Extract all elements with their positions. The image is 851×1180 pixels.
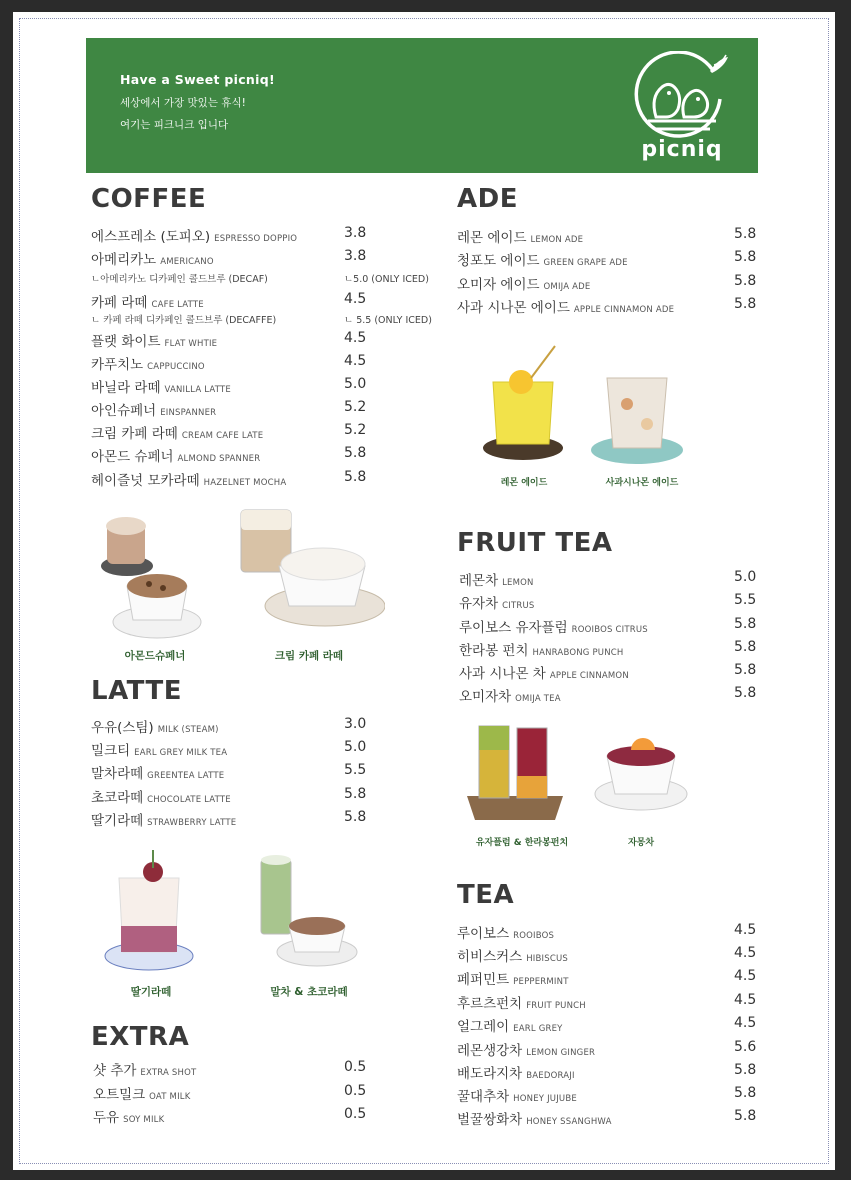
menu-item-price: 5.0 bbox=[344, 739, 367, 755]
menu-item-name-en: HAZELNET MOCHA bbox=[203, 478, 287, 488]
menu-item bbox=[91, 716, 384, 736]
menu-item-name bbox=[91, 445, 260, 465]
menu-item-name-en: STRAWBERRY LATTE bbox=[147, 818, 237, 828]
menu-item-name bbox=[457, 945, 568, 965]
menu-item-name-en: EINSPANNER bbox=[160, 408, 217, 418]
ade-title: ADE bbox=[457, 184, 518, 214]
menu-item-name-en: LEMON GINGER bbox=[526, 1048, 596, 1058]
menu-item-name-en: ROOIBOS bbox=[513, 931, 555, 941]
slogan-en: Have a Sweet picniq! bbox=[120, 72, 275, 87]
menu-item-name-en: LEMON ADE bbox=[530, 235, 584, 245]
menu-item-name-en: EARL GREY MILK TEA bbox=[134, 748, 228, 758]
menu-item-name bbox=[91, 376, 231, 396]
menu-item-price: 4.5 bbox=[734, 992, 757, 1008]
menu-item-name bbox=[459, 592, 534, 612]
menu-item-name-en: MILK (STEAM) bbox=[157, 725, 219, 735]
menu-item-price: 4.5 bbox=[344, 353, 367, 369]
menu-item-name bbox=[93, 1106, 164, 1126]
menu-item-name bbox=[91, 291, 204, 311]
menu-item-price: 5.8 bbox=[734, 662, 757, 678]
menu-item bbox=[91, 353, 384, 373]
decaf-americano-price: ㄴ5.0 (ONLY ICED) bbox=[344, 274, 429, 285]
birds-logo-icon bbox=[632, 51, 732, 141]
menu-item-price: 5.0 bbox=[344, 376, 367, 392]
menu-item bbox=[91, 469, 384, 489]
menu-item-price: 5.8 bbox=[734, 273, 757, 289]
menu-item bbox=[457, 1085, 774, 1105]
menu-item-price: 4.5 bbox=[344, 291, 367, 307]
menu-item-name bbox=[459, 662, 629, 682]
menu-item-name-en: ROOIBOS CITRUS bbox=[571, 625, 648, 635]
menu-item bbox=[457, 226, 774, 246]
coffee-title: COFFEE bbox=[91, 184, 207, 214]
menu-item-name-ko: 샷 추가 bbox=[93, 1063, 137, 1079]
menu-item-price: 5.8 bbox=[734, 1085, 757, 1101]
menu-item bbox=[91, 399, 384, 419]
menu-item-name bbox=[459, 569, 534, 589]
menu-item-name bbox=[459, 616, 648, 636]
menu-item-name bbox=[91, 399, 216, 419]
menu-item-name-ko: 오미자 에이드 bbox=[457, 277, 540, 293]
menu-item bbox=[91, 786, 384, 806]
menu-item-name bbox=[457, 249, 628, 269]
menu-item-price: 5.0 bbox=[734, 569, 757, 585]
menu-item-name-en: CITRUS bbox=[502, 601, 535, 611]
caption-citrus-plum-hanrabong: 유자플럼 & 한라봉펀치 bbox=[475, 838, 569, 848]
menu-item bbox=[91, 225, 384, 245]
menu-item-name-ko: 사과 시나몬 에이드 bbox=[457, 300, 570, 316]
menu-item-name bbox=[91, 809, 236, 829]
menu-item-name-en: PEPPERMINT bbox=[513, 977, 569, 987]
menu-item-name-ko: 오미자차 bbox=[459, 689, 512, 705]
menu-item bbox=[93, 1106, 384, 1126]
menu-item-name-en: AMERICANO bbox=[160, 257, 214, 267]
menu-item-name-ko: 아메리카노 bbox=[91, 252, 157, 268]
menu-item-name-en: OMIJA TEA bbox=[515, 694, 561, 704]
menu-item-name-ko: 크림 카페 라떼 bbox=[91, 426, 178, 442]
menu-item-price: 5.5 bbox=[344, 762, 367, 778]
menu-item-name-en: APPLE CINNAMON ADE bbox=[573, 305, 675, 315]
menu-item-name bbox=[457, 992, 586, 1012]
menu-item-name-ko: 바닐라 라떼 bbox=[91, 380, 161, 396]
menu-item bbox=[91, 445, 384, 465]
menu-item-name bbox=[91, 739, 227, 759]
menu-item bbox=[457, 922, 774, 942]
menu-item bbox=[91, 248, 384, 268]
menu-item-name bbox=[93, 1059, 196, 1079]
menu-item-name-ko: 얼그레이 bbox=[457, 1019, 510, 1035]
menu-item-name-ko: 유자차 bbox=[459, 596, 499, 612]
menu-item-name-ko: 사과 시나몬 차 bbox=[459, 666, 546, 682]
menu-item-name bbox=[91, 353, 205, 373]
menu-item-name-en: ALMOND SPANNER bbox=[177, 454, 261, 464]
menu-item-name-ko: 헤이즐넛 모카라떼 bbox=[91, 473, 200, 489]
menu-page bbox=[13, 12, 835, 1170]
menu-item bbox=[457, 249, 774, 269]
menu-item-price: 3.8 bbox=[344, 225, 367, 241]
menu-item-name-ko: 딸기라떼 bbox=[91, 813, 144, 829]
header-banner bbox=[86, 38, 758, 173]
menu-item-name-en: OMIJA ADE bbox=[543, 282, 591, 292]
menu-item-name bbox=[91, 248, 214, 268]
menu-item-name bbox=[91, 716, 219, 736]
menu-item-name-en: HONEY SSANGHWA bbox=[526, 1117, 612, 1127]
menu-item bbox=[91, 762, 384, 782]
menu-item bbox=[91, 376, 384, 396]
menu-item-name bbox=[457, 226, 583, 246]
menu-item-name-ko: 밀크티 bbox=[91, 743, 131, 759]
menu-item-name-ko: 페퍼민트 bbox=[457, 972, 510, 988]
menu-item bbox=[459, 662, 774, 682]
menu-item bbox=[457, 1015, 774, 1035]
menu-item-price: 0.5 bbox=[344, 1059, 367, 1075]
menu-item-name-en: HIBISCUS bbox=[526, 954, 569, 964]
menu-item-name-ko: 카페 라떼 bbox=[91, 295, 148, 311]
menu-item-price: 5.5 bbox=[734, 592, 757, 608]
menu-item bbox=[459, 592, 774, 612]
menu-item-name-ko: 꿀대추차 bbox=[457, 1089, 510, 1105]
menu-item-price: 0.5 bbox=[344, 1083, 367, 1099]
menu-item-price: 5.6 bbox=[734, 1039, 757, 1055]
grapefruit-tea-photo bbox=[591, 734, 691, 814]
menu-item-price: 5.8 bbox=[734, 1062, 757, 1078]
caption-matcha-choco-latte: 말차 & 초코라떼 bbox=[270, 986, 348, 998]
menu-item bbox=[91, 739, 384, 759]
menu-item-name-en: BAEDORAJI bbox=[526, 1071, 575, 1081]
menu-item-name-en: APPLE CINNAMON bbox=[549, 671, 629, 681]
menu-item bbox=[457, 945, 774, 965]
menu-item-name-ko: 말차라떼 bbox=[91, 766, 144, 782]
menu-item-price: 4.5 bbox=[734, 945, 757, 961]
tea-title: TEA bbox=[457, 880, 515, 910]
menu-item-name-en: CAFE LATTE bbox=[151, 300, 204, 310]
decaf-latte-note: ㄴ 카페 라떼 디카페인 콜드브루 (DECAFFE) bbox=[91, 315, 277, 326]
menu-item-name-ko: 레몬생강차 bbox=[457, 1043, 523, 1059]
menu-item bbox=[459, 569, 774, 589]
slogan-ko-1: 세상에서 가장 맛있는 휴식! bbox=[120, 97, 246, 109]
menu-item-name bbox=[457, 1015, 563, 1035]
menu-item-name-ko: 청포도 에이드 bbox=[457, 253, 540, 269]
menu-item-price: 4.5 bbox=[734, 1015, 757, 1031]
menu-item-price: 0.5 bbox=[344, 1106, 367, 1122]
menu-item-price: 5.8 bbox=[344, 809, 367, 825]
menu-item-price: 4.5 bbox=[734, 968, 757, 984]
menu-item bbox=[457, 968, 774, 988]
menu-item-name bbox=[457, 273, 590, 293]
menu-item-name-en: SOY MILK bbox=[123, 1115, 165, 1125]
menu-item-price: 5.8 bbox=[344, 469, 367, 485]
menu-item-name-en: LEMON bbox=[502, 578, 534, 588]
menu-item-price: 5.8 bbox=[344, 786, 367, 802]
caption-lemon-ade: 레몬 에이드 bbox=[500, 478, 548, 488]
menu-item-name-en: CREAM CAFE LATE bbox=[181, 431, 264, 441]
menu-item-name-ko: 플랫 화이트 bbox=[91, 334, 161, 350]
menu-item-name-en: FRUIT PUNCH bbox=[526, 1001, 586, 1011]
menu-item-name-en: FLAT WHTIE bbox=[164, 339, 218, 349]
menu-item-price: 4.5 bbox=[734, 922, 757, 938]
menu-item-name-ko: 레몬차 bbox=[459, 573, 499, 589]
menu-item bbox=[91, 291, 384, 311]
menu-item-name-en: GREENTEA LATTE bbox=[147, 771, 225, 781]
menu-item-name bbox=[457, 1085, 577, 1105]
latte-title: LATTE bbox=[91, 676, 182, 706]
extra-title: EXTRA bbox=[91, 1022, 190, 1052]
menu-item-name-ko: 아인슈페너 bbox=[91, 403, 157, 419]
strawberry-latte-photo bbox=[101, 848, 201, 978]
menu-item bbox=[457, 1062, 774, 1082]
menu-item-name-ko: 우유(스팀) bbox=[91, 720, 154, 736]
menu-item-name-en: OAT MILK bbox=[149, 1092, 191, 1102]
menu-item bbox=[457, 1108, 774, 1128]
menu-item-name-ko: 루이보스 bbox=[457, 926, 510, 942]
menu-item-price: 4.5 bbox=[344, 330, 367, 346]
menu-item-name-ko: 두유 bbox=[93, 1110, 120, 1126]
menu-item-price: 5.2 bbox=[344, 399, 367, 415]
menu-item-name-ko: 에스프레소 (도피오) bbox=[91, 229, 211, 245]
menu-item bbox=[457, 1039, 774, 1059]
menu-item-name bbox=[91, 422, 263, 442]
caption-strawberry-latte: 딸기라떼 bbox=[130, 986, 172, 998]
menu-item-price: 5.8 bbox=[734, 685, 757, 701]
menu-item-name-ko: 한라봉 펀치 bbox=[459, 643, 529, 659]
menu-item-name bbox=[91, 469, 286, 489]
caption-cream-cafe-latte: 크림 카페 라떼 bbox=[274, 650, 344, 662]
menu-item-price: 5.8 bbox=[734, 639, 757, 655]
caption-almond-spanner: 아몬드슈페너 bbox=[124, 650, 186, 662]
menu-item-price: 5.8 bbox=[734, 296, 757, 312]
menu-item bbox=[457, 273, 774, 293]
menu-item-name-en: HONEY JUJUBE bbox=[513, 1094, 577, 1104]
menu-item-name-ko: 레몬 에이드 bbox=[457, 230, 527, 246]
menu-item-name bbox=[457, 296, 674, 316]
menu-item-name-en: GREEN GRAPE ADE bbox=[543, 258, 628, 268]
menu-item-name-en: CAPPUCCINO bbox=[147, 362, 205, 372]
menu-item-name bbox=[457, 1108, 612, 1128]
apple-cinnamon-ade-photo bbox=[587, 368, 687, 468]
menu-item-name-ko: 초코라떼 bbox=[91, 790, 144, 806]
menu-item-name-en: ESPRESSO DOPPIO bbox=[214, 234, 298, 244]
menu-item-price: 5.8 bbox=[734, 249, 757, 265]
menu-item-price: 3.8 bbox=[344, 248, 367, 264]
logo-text: picniq bbox=[641, 137, 723, 162]
caption-apple-cinnamon-ade: 사과시나몬 에이드 bbox=[605, 478, 679, 488]
cream-latte-photo bbox=[235, 506, 385, 636]
menu-item bbox=[459, 616, 774, 636]
menu-item-name bbox=[91, 762, 224, 782]
citrus-plum-hanrabong-photo bbox=[463, 716, 567, 826]
menu-item-name-ko: 루이보스 유자플럼 bbox=[459, 620, 568, 636]
menu-item-name-en: CHOCOLATE LATTE bbox=[147, 795, 231, 805]
menu-item-name bbox=[457, 1062, 575, 1082]
menu-item bbox=[459, 685, 774, 705]
menu-item-price: 5.8 bbox=[344, 445, 367, 461]
menu-item-name-ko: 카푸치노 bbox=[91, 357, 144, 373]
almond-spanner-photo bbox=[97, 506, 207, 646]
decaf-americano-note: ㄴ아메리카노 디카페인 콜드브루 (DECAF) bbox=[91, 274, 268, 285]
menu-item bbox=[91, 809, 384, 829]
menu-item-name bbox=[457, 922, 554, 942]
menu-item-name-en: HANRABONG PUNCH bbox=[532, 648, 624, 658]
menu-item-name bbox=[457, 1039, 595, 1059]
menu-item-price: 3.0 bbox=[344, 716, 367, 732]
menu-item-name-ko: 후르츠펀치 bbox=[457, 996, 523, 1012]
fruit-tea-title: FRUIT TEA bbox=[457, 528, 613, 558]
decaf-latte-price: ㄴ 5.5 (ONLY ICED) bbox=[344, 315, 432, 326]
picniq-logo bbox=[632, 51, 732, 163]
lemon-ade-photo bbox=[479, 342, 569, 467]
menu-item-name bbox=[91, 786, 231, 806]
menu-item-price: 5.8 bbox=[734, 226, 757, 242]
menu-item-name-ko: 벌꿀쌍화차 bbox=[457, 1112, 523, 1128]
menu-item bbox=[459, 639, 774, 659]
menu-item-name bbox=[459, 685, 561, 705]
matcha-choco-latte-photo bbox=[255, 852, 365, 972]
menu-item bbox=[457, 296, 774, 316]
menu-item bbox=[93, 1083, 384, 1103]
slogan-ko-2: 여기는 피크니크 입니다 bbox=[120, 119, 229, 131]
menu-item-name-ko: 히비스커스 bbox=[457, 949, 523, 965]
menu-item-name-ko: 배도라지차 bbox=[457, 1066, 523, 1082]
menu-item-name bbox=[91, 330, 217, 350]
caption-grapefruit-tea: 자몽차 bbox=[627, 838, 655, 848]
menu-item-name-en: EXTRA SHOT bbox=[140, 1068, 197, 1078]
menu-item-name bbox=[91, 225, 297, 245]
menu-item-name-en: EARL GREY bbox=[513, 1024, 563, 1034]
menu-item-name-en: VANILLA LATTE bbox=[164, 385, 231, 395]
menu-item bbox=[91, 330, 384, 350]
menu-item bbox=[457, 992, 774, 1012]
menu-item-name-ko: 오트밀크 bbox=[93, 1087, 146, 1103]
menu-item-name bbox=[459, 639, 624, 659]
menu-item-name-ko: 아몬드 슈페너 bbox=[91, 449, 174, 465]
menu-item bbox=[93, 1059, 384, 1079]
menu-item-name bbox=[457, 968, 569, 988]
menu-item-price: 5.8 bbox=[734, 1108, 757, 1124]
menu-item-price: 5.8 bbox=[734, 616, 757, 632]
menu-item-name bbox=[93, 1083, 191, 1103]
menu-item bbox=[91, 422, 384, 442]
menu-item-price: 5.2 bbox=[344, 422, 367, 438]
